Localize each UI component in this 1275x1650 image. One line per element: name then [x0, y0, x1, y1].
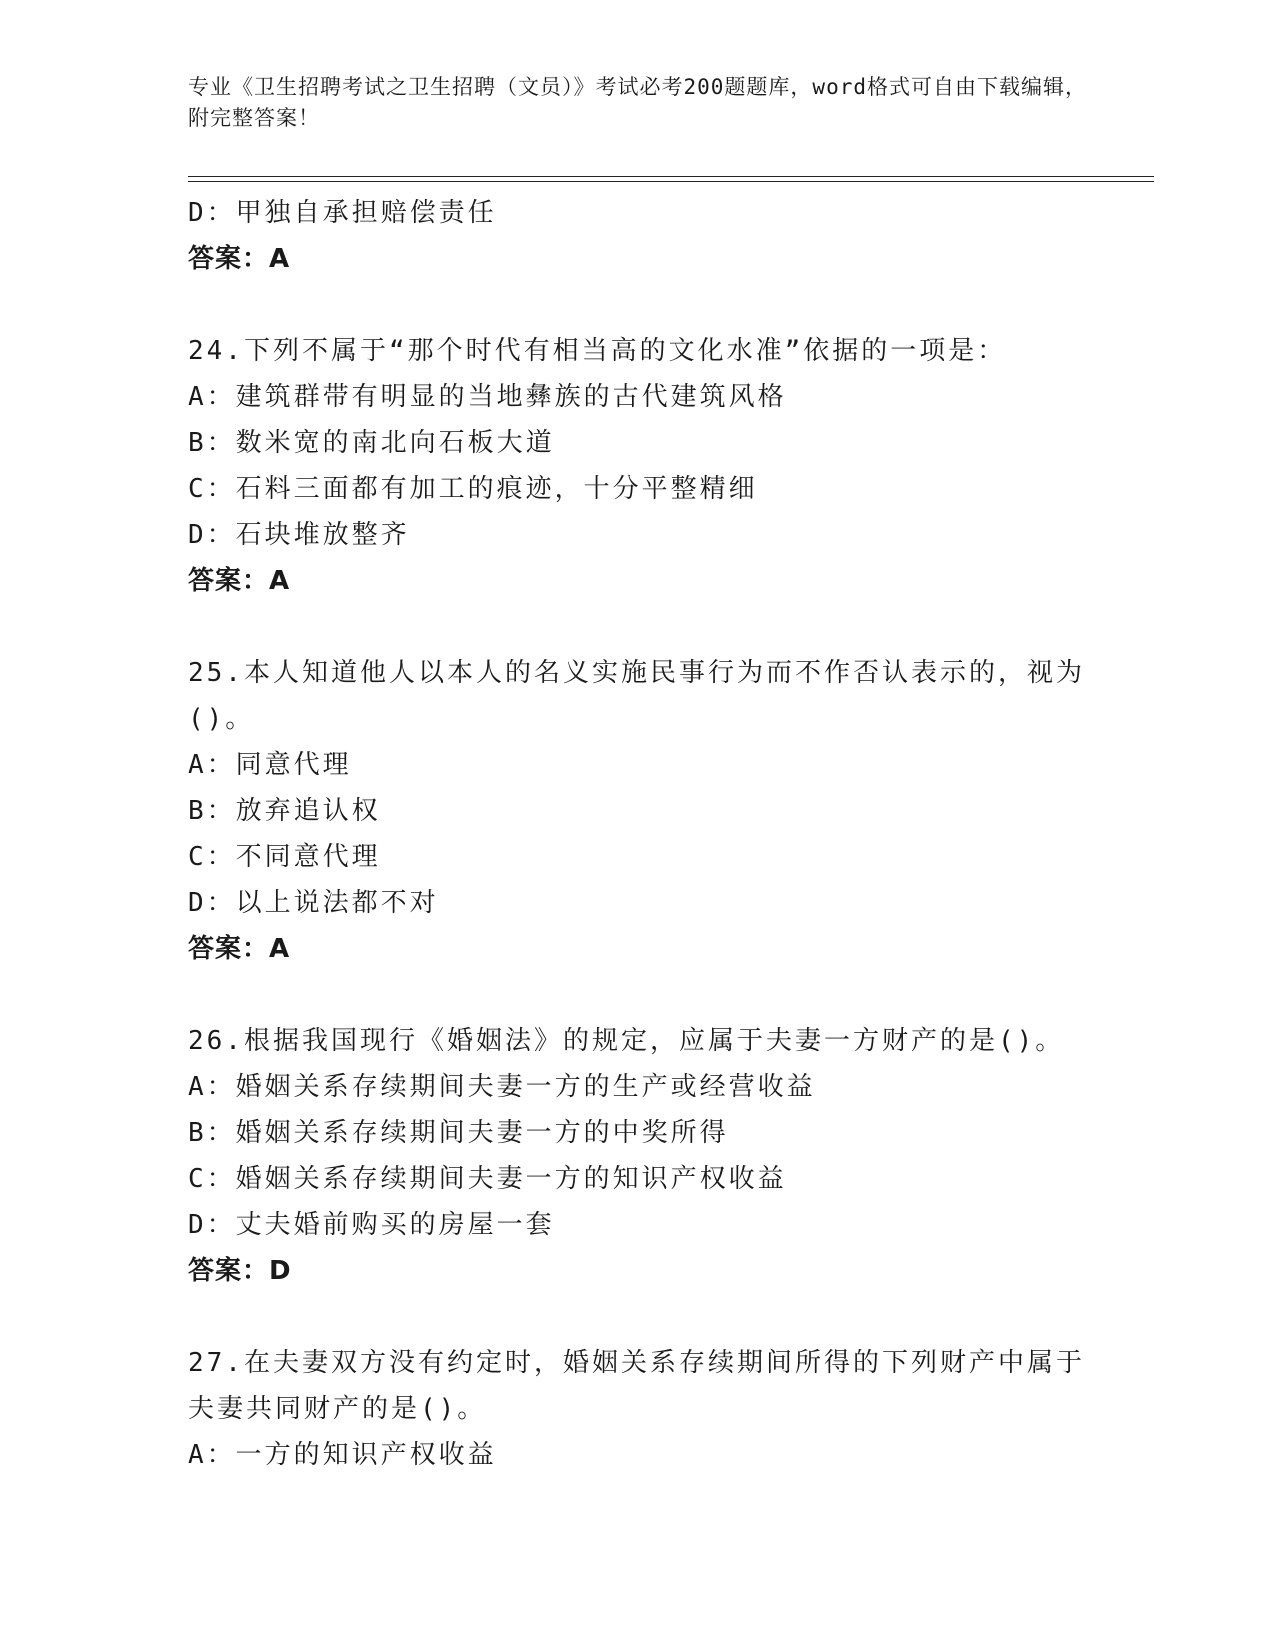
q25-question-line2: ()。 — [188, 704, 255, 734]
q24-option-b: B：数米宽的南北向石板大道 — [188, 428, 555, 458]
q26-option-c: C：婚姻关系存续期间夫妻一方的知识产权收益 — [188, 1164, 787, 1194]
prev-answer: 答案：A — [188, 244, 291, 274]
header-title: 专业《卫生招聘考试之卫生招聘（文员）》考试必考200题题库，word格式可自由下载编辑，附完整答案！ — [188, 75, 1087, 130]
header-divider-bottom — [188, 181, 1154, 182]
q27-option-a: A：一方的知识产权收益 — [188, 1440, 497, 1470]
q25-option-d: D：以上说法都不对 — [188, 888, 439, 918]
q26-option-d: D：丈夫婚前购买的房屋一套 — [188, 1210, 555, 1240]
spacer — [188, 972, 1088, 1018]
q24-option-a: A：建筑群带有明显的当地彝族的古代建筑风格 — [188, 382, 787, 412]
q26-answer: 答案：D — [188, 1256, 292, 1286]
q27-question-line1: 27.在夫妻双方没有约定时，婚姻关系存续期间所得的下列财产中属于 — [188, 1348, 1085, 1378]
q25-answer: 答案：A — [188, 934, 291, 964]
q26-question: 26.根据我国现行《婚姻法》的规定，应属于夫妻一方财产的是()。 — [188, 1026, 1065, 1056]
spacer — [188, 604, 1088, 650]
question-list — [188, 190, 1088, 1478]
spacer — [188, 1294, 1088, 1340]
q24-option-c: C：石料三面都有加工的痕迹，十分平整精细 — [188, 474, 758, 504]
q25-question-line1: 25.本人知道他人以本人的名义实施民事行为而不作否认表示的，视为 — [188, 658, 1085, 688]
header-divider-top — [188, 176, 1154, 177]
spacer — [188, 282, 1088, 328]
prev-option-d: D：甲独自承担赔偿责任 — [188, 198, 497, 228]
q25-option-a: A：同意代理 — [188, 750, 352, 780]
q24-question: 24.下列不属于“那个时代有相当高的文化水准”依据的一项是： — [188, 336, 1007, 366]
q26-option-a: A：婚姻关系存续期间夫妻一方的生产或经营收益 — [188, 1072, 816, 1102]
q25-option-b: B：放弃追认权 — [188, 796, 381, 826]
document-header — [188, 72, 1088, 134]
q25-option-c: C：不同意代理 — [188, 842, 381, 872]
q24-option-d: D：石块堆放整齐 — [188, 520, 410, 550]
q26-option-b: B：婚姻关系存续期间夫妻一方的中奖所得 — [188, 1118, 729, 1148]
q24-answer: 答案：A — [188, 566, 291, 596]
q27-question-line2: 夫妻共同财产的是()。 — [188, 1394, 487, 1424]
